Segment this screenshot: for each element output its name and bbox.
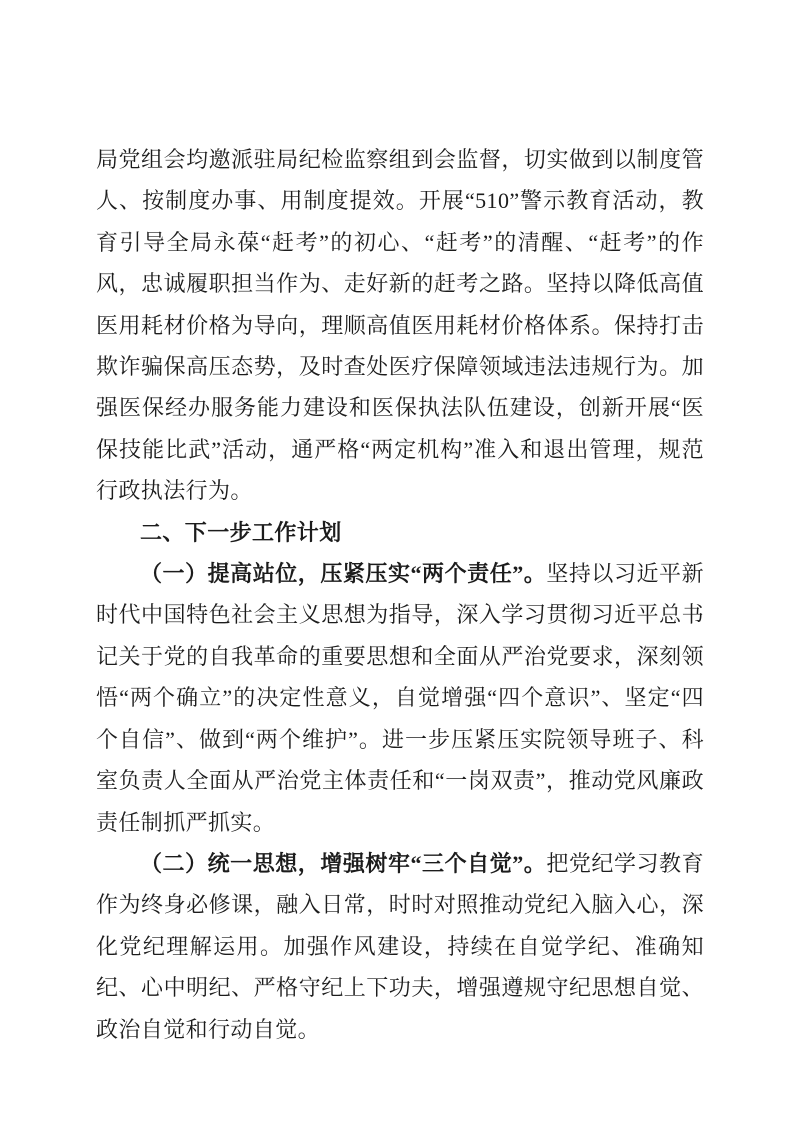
paragraph-two (96, 843, 704, 1050)
paragraph-two-lead: （二）统一思想，增强树牢“三个自觉”。 (140, 850, 547, 876)
document-content (96, 139, 704, 1050)
paragraph-two-body: 把党纪学习教育作为终身必修课，融入日常，时时对照推动党纪入脑入心，深化党纪理解运用。加强作风建设，持续在自觉学纪、准确知纪、心中明纪、严格守纪上下功夫，增强遵规守纪思想自觉、政治自觉和行动自觉。 (96, 850, 704, 1042)
paragraph-one-lead: （一）提高站位，压紧压实“两个责任”。 (140, 561, 547, 587)
section-heading: 二、下一步工作计划 (140, 519, 342, 545)
paragraph-one (96, 553, 704, 843)
continuation-paragraph: 局党组会均邀派驻局纪检监察组到会监督，切实做到以制度管人、按制度办事、用制度提效。开展“510”警示教育活动，教育引导全局永葆“赶考”的初心、“赶考”的清醒、“赶考”的作风，忠诚履职担当作为、走好新的赶考之路。坚持以降低高值医用耗材价格为导向，理顺高值医用耗材价格体系。保持打击欺诈骗保高压态势，及时查处医疗保障领域违法违规行为。加强医保经办服务能力建设和医保执法队伍建设，创新开展“医保技能比武”活动，通严格“两定机构”准入和退出管理，规范行政执法行为。 (96, 147, 704, 504)
paragraph-one-body: 坚持以习近平新时代中国特色社会主义思想为指导，深入学习贯彻习近平总书记关于党的自我革命的重要思想和全面从严治党要求，深刻领悟“两个确立”的决定性意义，自觉增强“四个意识”、坚定“四个自信”、做到“两个维护”。进一步压紧压实院领导班子、科室负责人全面从严治党主体责任和“一岗双责”，推动党风廉政责任制抓严抓实。 (96, 561, 704, 835)
